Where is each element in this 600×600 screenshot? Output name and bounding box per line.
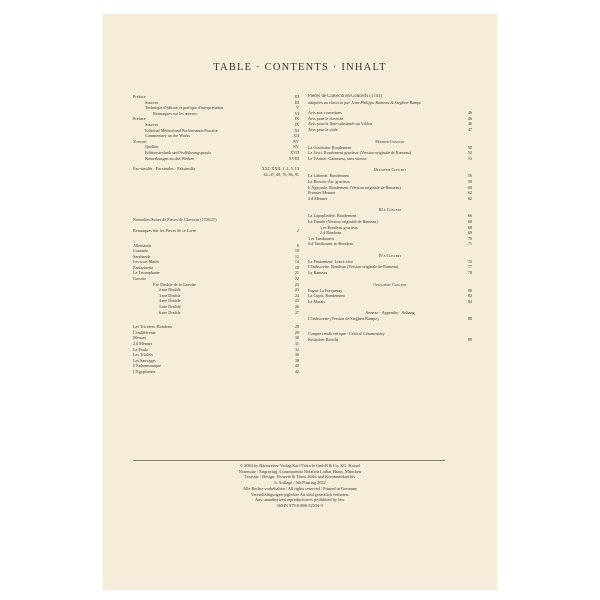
toc-entry-title: L'indifférente xyxy=(133,329,156,335)
toc-entry-title: Fanfarinette xyxy=(133,264,154,270)
facsimiles-pages-2: 44–47, 49, 76, 86, 91 xyxy=(263,171,299,177)
compte-page: 89 xyxy=(467,336,472,342)
toc-entry-title: Avis pour la viole xyxy=(308,126,338,132)
toc-entry-title: 1.er Rondeau gracieux xyxy=(320,224,358,230)
concert-5-list xyxy=(308,288,472,305)
toc-entry-title: Editionstechnik und Aufführungspraxis xyxy=(145,149,211,155)
compte-row-2 xyxy=(308,337,472,343)
toc-entry-page: V xyxy=(295,105,299,111)
toc-entry-page: 27 xyxy=(294,309,299,315)
imprint-line: Any unauthorized reproduction is prohibited by law. xyxy=(254,497,346,503)
toc-entry-page: 46 xyxy=(467,110,472,116)
toc-entry-title: Premier Menuet xyxy=(308,190,336,196)
toc-entry-title: La Cupis. Rondement xyxy=(308,293,345,299)
concert-5-heading: Cinquième Concert xyxy=(373,281,407,287)
toc-entry-title: 2.me Double xyxy=(159,287,181,293)
toc-entry-page: 46 xyxy=(467,121,472,127)
toc-entry-title: Avis pour la flute substituée au Violon xyxy=(308,121,373,127)
toc-entry-title: Les Triolets xyxy=(133,352,153,358)
concert-2-list xyxy=(308,173,472,201)
toc-entry-page: 84 xyxy=(467,298,472,304)
toc-entry-title: Remarques sur les œuvres xyxy=(153,110,197,116)
toc-entry-title: Les Sauvages xyxy=(133,357,156,363)
toc-entry-page: 36 xyxy=(294,352,299,358)
toc-entry-title: 4.me Double xyxy=(159,298,181,304)
imprint-line: Alle Rechte vorbehalten / All rights reserved / Printed in Germany xyxy=(242,485,358,491)
toc-entry-title: Fugue La Forqueray xyxy=(308,287,343,293)
pieces-list xyxy=(133,243,299,316)
toc-entry-page: XII xyxy=(293,133,299,139)
toc-entry-page: IX xyxy=(294,121,299,127)
toc-entry-title: Quellen xyxy=(145,144,159,150)
toc-entry-title: Editorial Method and Performance Practice xyxy=(145,127,218,133)
toc-entry-page: 29 xyxy=(294,329,299,335)
concert-2-heading: Deuxième Concert xyxy=(373,167,407,173)
toc-entry-page: 68 xyxy=(467,218,472,224)
toc-entry-title: Les trois Mains xyxy=(133,259,160,265)
toc-entry-page: 66 xyxy=(467,213,472,219)
toc-entry-title: Vorwort xyxy=(133,138,147,144)
toc-entry-title: P.re Double de la Gavotte xyxy=(153,281,196,287)
toc-entry-page: 23 xyxy=(294,281,299,287)
toc-entry-page: IX xyxy=(294,116,299,122)
facsimiles-pages: XXI, XXII, 1, 2, 5, 13 xyxy=(261,166,299,172)
toc-entry-page: 6 xyxy=(296,242,299,248)
toc-entry-page: 70 xyxy=(467,235,472,241)
toc-entry-page: 69 xyxy=(467,230,472,236)
footer-divider xyxy=(133,460,445,461)
toc-entry-page: 31 xyxy=(294,341,299,346)
toc-entry-title: 2.d Rondeau xyxy=(320,230,342,236)
toc-entry-title: 2.d Menuet xyxy=(133,341,153,346)
toc-entry-title: La Livri. Rondement gracieux (Version originale de Rameau) xyxy=(308,150,412,156)
toc-entry-title: Menuet xyxy=(133,335,146,341)
toc-entry-title: Gavotte xyxy=(133,276,147,282)
toc-entry-page: 28 xyxy=(294,324,299,330)
toc-entry-page: 22 xyxy=(294,276,299,282)
toc-entry-title: Sources xyxy=(145,121,159,127)
toc-entry-title: Commentary on the Works xyxy=(145,133,191,139)
concert-4-list xyxy=(308,259,472,276)
toc-entry-page: 56 xyxy=(467,173,472,179)
toc-entry-page: 62 xyxy=(467,190,472,196)
toc-entry-title: Bemerkungen zu den Werken xyxy=(145,155,195,161)
toc-entry-title: 2.d Menuet xyxy=(308,195,328,201)
toc-entry xyxy=(133,369,299,375)
toc-entry-title: La Coulicam. Rondement xyxy=(308,144,352,150)
toc-entry-page: 40 xyxy=(294,363,299,369)
toc-entry-page: 82 xyxy=(467,293,472,299)
concert-1-list xyxy=(308,145,472,162)
toc-entry-page: XI xyxy=(294,127,299,133)
toc-entry-page: 12 xyxy=(294,253,299,259)
pieces-list-2 xyxy=(133,324,299,374)
left-column xyxy=(133,94,299,375)
toc-entry-page: 78 xyxy=(467,270,472,276)
toc-entry-page: 60 xyxy=(467,184,472,190)
front-matter-list xyxy=(133,94,299,161)
toc-entry-page: XVII xyxy=(290,149,299,155)
imprint-line: 6. Auflage / 6th Printing 2022 xyxy=(274,480,326,486)
toc-entry-title: Avis pour le clavecin xyxy=(308,115,344,121)
toc-entry-title: 1.er Tambourin xyxy=(308,235,334,241)
compte-line-1: Compte rendu critique · Critical Commentary xyxy=(308,331,385,337)
toc-entry-title: 5.me Double xyxy=(159,304,181,310)
imprint-line: © 2004 by Bärenreiter-Verlag Karl Vötterle GmbH & Co. KG, Kassel xyxy=(239,463,361,468)
imprint-footer xyxy=(103,463,497,509)
toc-entry-title: Courante xyxy=(133,248,149,254)
imprint-line: Notensatz / Engraving: Consequentia Notation Lothar Haass, München xyxy=(238,468,362,474)
toc-entry-page: III xyxy=(294,94,299,99)
toc-entry-page: 62 xyxy=(467,195,472,201)
toc-entry-page: 10 xyxy=(294,248,299,254)
booklet-page xyxy=(103,14,497,590)
annexe-heading: Annexe · Appendix · Anhang xyxy=(365,310,415,316)
toc-entry-page: 88 xyxy=(467,316,472,322)
toc-entry-page: 18 xyxy=(294,264,299,270)
toc-entry-page: 26 xyxy=(294,304,299,310)
toc-entry-page: 30 xyxy=(294,335,299,341)
concerts-subtitle: adaptées au clavecin par Jean-Philippe Rameau & Siegbert Rampe xyxy=(308,99,422,105)
toc-entry-title: Sarabande xyxy=(133,253,151,259)
toc-entry-page: III xyxy=(294,99,299,105)
toc-entry-title: Allemande xyxy=(133,242,152,248)
toc-entry-page: 38 xyxy=(294,357,299,363)
toc-entry-page: 47 xyxy=(467,126,472,132)
toc-entry-title: La Lapoplinière. Rondement xyxy=(308,213,357,219)
toc-entry-page: 23 xyxy=(294,287,299,293)
toc-entry-title: Préface xyxy=(133,94,146,99)
toc-entry-page: 71 xyxy=(467,241,472,247)
toc-entry-page: 58 xyxy=(467,178,472,184)
compte-line-2: Kritischer Bericht xyxy=(308,336,339,342)
concert-3-list xyxy=(308,213,472,247)
toc-entry-page: 14 xyxy=(294,259,299,265)
toc-entry-title: Technique d'édition et pratique d'interprétation xyxy=(145,105,224,111)
toc-entry-title: La Laborde. Rondement xyxy=(308,173,349,179)
toc-entry-page: 25 xyxy=(294,298,299,304)
toc-entry-title: La Poule xyxy=(133,346,149,352)
toc-entry-page: 21 xyxy=(294,270,299,276)
toc-entry-title: Le Vézinet. Gaiement, sans vitesse xyxy=(308,155,367,161)
right-column xyxy=(308,94,472,342)
toc-entry-page: VI xyxy=(294,110,299,116)
toc-entry-title: Avis aux concertans xyxy=(308,110,342,116)
concert-4-heading: IV.e Concert xyxy=(378,252,402,258)
toc-entry-page: 68 xyxy=(467,224,472,230)
toc-entry-title: 3.me Double xyxy=(159,292,181,298)
toc-entry-title: Sources xyxy=(145,99,159,105)
toc-entry-page: 46 xyxy=(467,115,472,121)
toc-entry-title: L'Egyptienne xyxy=(133,368,156,374)
imprint-line: Vervielfältigungen jeglicher Art sind gesetzlich verboten. xyxy=(250,491,350,497)
page-title: TABLE · CONTENTS · INHALT xyxy=(213,62,387,73)
imprint-line: ISMN 979-0-006-52534-9 xyxy=(277,502,323,508)
toc-entry-title: La Marais xyxy=(308,298,326,304)
toc-entry-page: 32 xyxy=(294,346,299,352)
imprint-line: Textsatz / Design: Frowein & Team, Köln und Kommunikarchiv xyxy=(244,474,356,480)
toc-entry-page: 53 xyxy=(467,155,472,161)
toc-entry-page: 24 xyxy=(294,292,299,298)
toc-entry-title: La Timide (Version originale de Rameau) xyxy=(308,218,378,224)
toc-entry-title: La Rameau xyxy=(308,270,328,276)
concerts-title: Pieces de Clavecin en Concerts (1741) xyxy=(308,94,383,99)
toc-entry-title: La Pantomime. Loure vive xyxy=(308,258,353,264)
intro-list xyxy=(308,110,472,132)
toc-entry-title: Les Tricotets. Rondeau xyxy=(133,324,172,330)
toc-entry-title: L'Indiscrette (Version de Siegbert Rampe) xyxy=(308,316,379,322)
toc-entry-title: 6.me Double xyxy=(159,309,181,315)
facsimiles-label: Fac-similés · Facsimiles · Faksimilia xyxy=(133,166,195,172)
toc-entry-title: La Boucon-Air. gracieux xyxy=(308,178,350,184)
toc-entry-page: XV xyxy=(292,138,299,144)
toc-entry-page: XV xyxy=(292,144,299,150)
toc-entry-title: L'Indiscrette. Rondeau (Version originale de Rameau) xyxy=(308,264,399,270)
toc-entry-title: La Triomphante xyxy=(133,270,160,276)
toc-entry-page: 52 xyxy=(467,150,472,156)
toc-entry-page: 42 xyxy=(294,368,299,374)
toc-entry-title: L'Enharmonique xyxy=(133,363,161,369)
remarques-label: Remarques Sur les Pieces de ce Livre xyxy=(133,227,197,233)
toc-entry-page: 72 xyxy=(467,258,472,264)
toc-entry-title: 2.d Tambourin en Rondeau xyxy=(308,241,354,247)
toc-entry-page: 77 xyxy=(467,264,472,270)
remarques-page: 2 xyxy=(296,227,299,233)
concert-3-heading: III.e Concert xyxy=(378,207,402,213)
suites-title: Nouvelles Suites de Pieces de Clavecin (1726/27) xyxy=(133,217,217,223)
toc-entry-title: Preface xyxy=(133,116,146,122)
toc-entry-page: XVIII xyxy=(288,155,299,161)
toc-entry-page: 50 xyxy=(467,144,472,150)
toc-entry-title: L'Agaçante. Rondement (Version originale de Rameau) xyxy=(308,184,401,190)
toc-entry-page: 80 xyxy=(467,287,472,293)
concert-1-heading: Premier Concert xyxy=(375,138,405,144)
